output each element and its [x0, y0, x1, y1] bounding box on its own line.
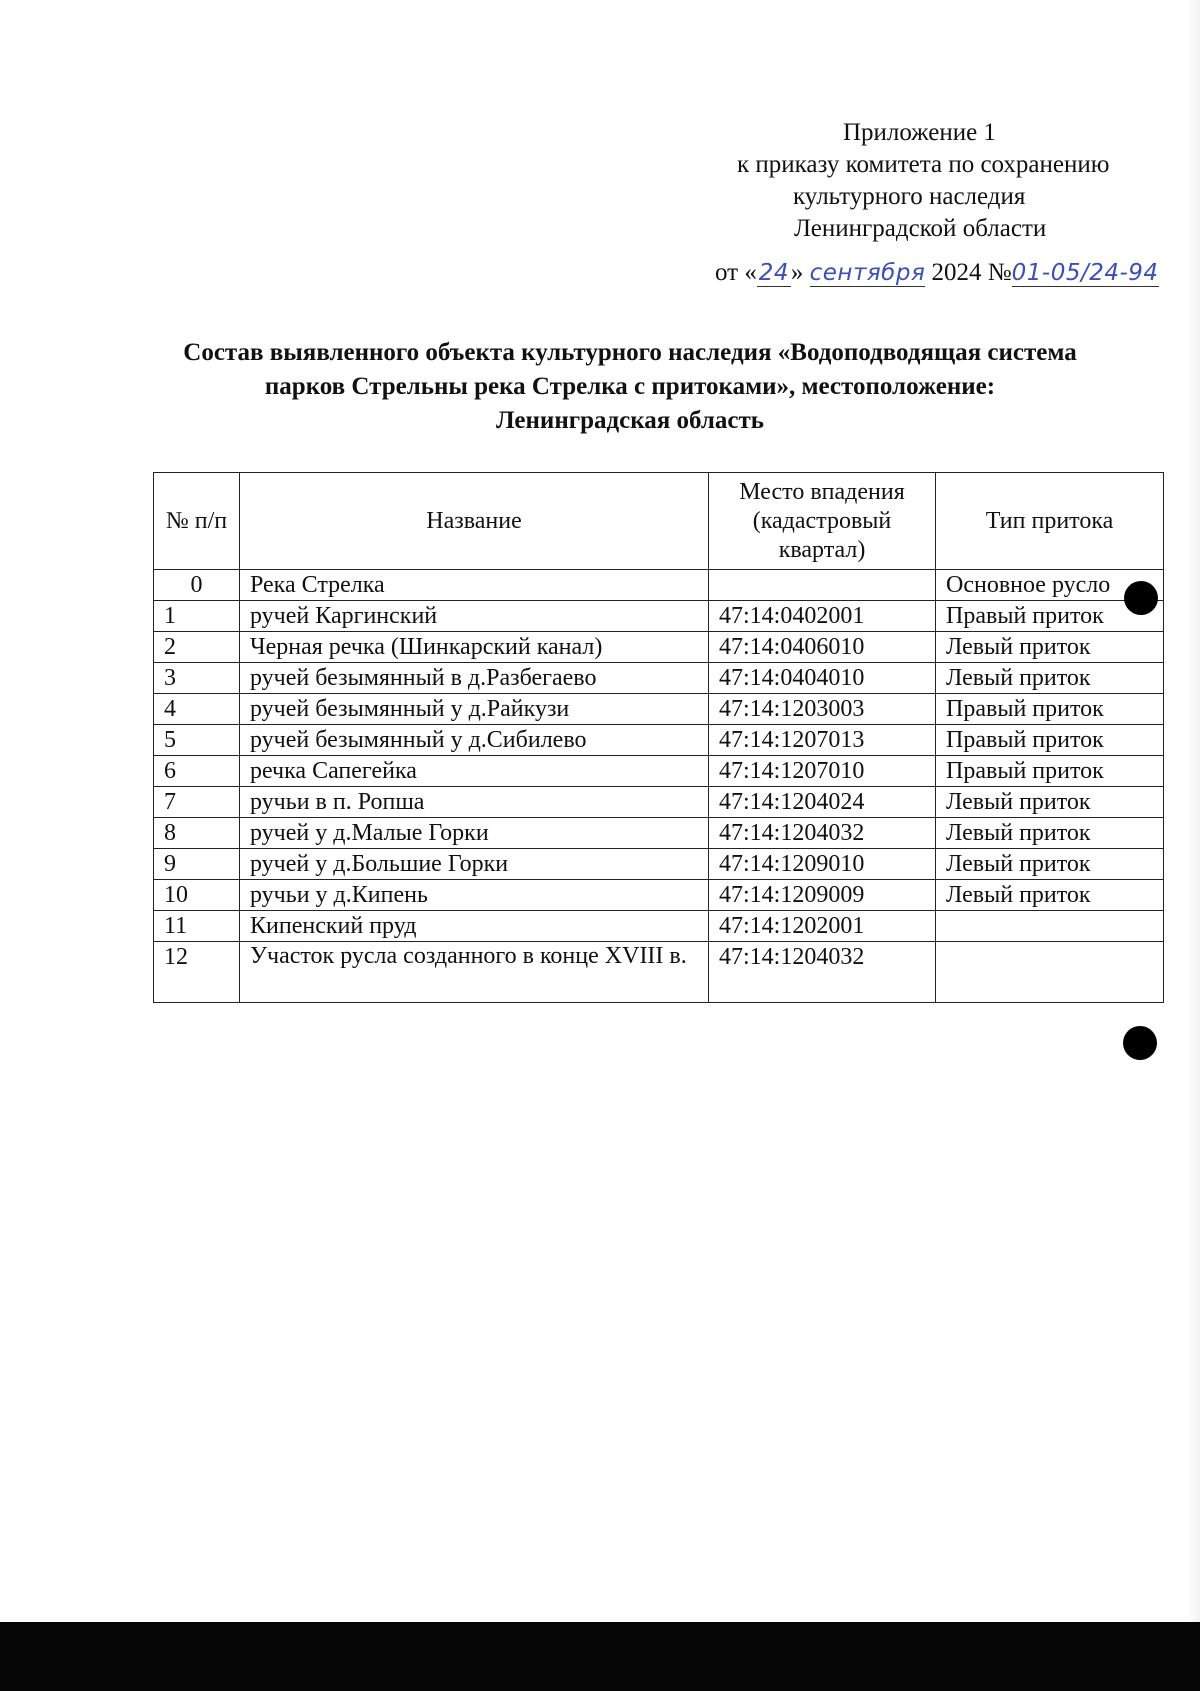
- cell-type: Левый приток: [936, 632, 1164, 663]
- cell-code: 47:14:1209009: [709, 880, 936, 911]
- tributaries-table: [153, 472, 1164, 1003]
- punch-hole-mark: [1123, 1026, 1157, 1060]
- cell-number: 7: [154, 787, 240, 818]
- cell-number: 11: [154, 911, 240, 942]
- cell-type: Правый приток: [936, 725, 1164, 756]
- cell-name: ручей у д.Большие Горки: [240, 849, 709, 880]
- handwritten-order-number: 01-05/24-94: [1011, 260, 1159, 286]
- title-line-2: парков Стрельны река Стрелка с притоками», местоположение:: [264, 373, 996, 400]
- cell-code: 47:14:1207010: [709, 756, 936, 787]
- cell-number: 6: [154, 756, 240, 787]
- table-header-row: [154, 473, 1164, 570]
- scan-bottom-strip: [0, 1622, 1200, 1691]
- cell-code: 47:14:1207013: [709, 725, 936, 756]
- cell-name: Кипенский пруд: [240, 911, 709, 942]
- cell-code: 47:14:0402001: [709, 601, 936, 632]
- cell-number: 4: [154, 694, 240, 725]
- cell-code: [709, 570, 936, 601]
- handwritten-day: 24: [758, 260, 789, 286]
- appendix-label: Приложение 1: [843, 119, 996, 146]
- cell-name: ручей безымянный у д.Сибилево: [240, 725, 709, 756]
- cell-type: Основное русло: [936, 570, 1164, 601]
- cell-number: 10: [154, 880, 240, 911]
- order-reference-line: к приказу комитета по сохранению: [737, 151, 1110, 178]
- date-year: 2024 №: [931, 259, 1012, 286]
- cell-code: 47:14:1202001: [709, 911, 936, 942]
- title-line-3: Ленинградская область: [495, 407, 765, 434]
- cell-type: Левый приток: [936, 787, 1164, 818]
- cell-type: [936, 911, 1164, 942]
- cell-name: ручей безымянный у д.Райкузи: [240, 694, 709, 725]
- table-row: [154, 787, 1164, 818]
- punch-hole-mark: [1124, 581, 1158, 615]
- cell-type: [936, 942, 1164, 1003]
- table-row: [154, 601, 1164, 632]
- cell-code: 47:14:1203003: [709, 694, 936, 725]
- cell-name: ручей безымянный в д.Разбегаево: [240, 663, 709, 694]
- order-date-line: [715, 257, 1159, 289]
- table-row: [154, 942, 1164, 1003]
- cell-code: 47:14:1204024: [709, 787, 936, 818]
- table-row: [154, 725, 1164, 756]
- cell-code: 47:14:1204032: [709, 942, 936, 1003]
- cell-number: 2: [154, 632, 240, 663]
- cell-code: 47:14:1204032: [709, 818, 936, 849]
- cell-type: Левый приток: [936, 818, 1164, 849]
- table-row: [154, 756, 1164, 787]
- header-number: № п/п: [154, 473, 240, 570]
- cell-name: ручьи в п. Ропша: [240, 787, 709, 818]
- cell-name: ручей у д.Малые Горки: [240, 818, 709, 849]
- date-prefix: от «: [715, 259, 757, 286]
- header-location: Место впадения (кадастровый квартал): [709, 473, 936, 570]
- table-row: [154, 632, 1164, 663]
- cell-code: 47:14:1209010: [709, 849, 936, 880]
- cell-type: Правый приток: [936, 601, 1164, 632]
- table-row: [154, 694, 1164, 725]
- table-row: [154, 849, 1164, 880]
- committee-line: культурного наследия: [793, 183, 1026, 210]
- table-row: [154, 880, 1164, 911]
- table-row: [154, 818, 1164, 849]
- cell-name: ручей Каргинский: [240, 601, 709, 632]
- region-line: Ленинградской области: [794, 215, 1047, 242]
- cell-type: Правый приток: [936, 756, 1164, 787]
- cell-name: речка Сапегейка: [240, 756, 709, 787]
- cell-type: Правый приток: [936, 694, 1164, 725]
- title-line-1: Состав выявленного объекта культурного наследия «Водоподводящая система: [183, 339, 1077, 366]
- cell-number: 8: [154, 818, 240, 849]
- page-edge-shadow: [1188, 0, 1200, 1622]
- header-type: Тип притока: [936, 473, 1164, 570]
- cell-number: 0: [154, 570, 240, 601]
- cell-number: 1: [154, 601, 240, 632]
- date-quote-close: »: [790, 259, 804, 286]
- cell-name: Черная речка (Шинкарский канал): [240, 632, 709, 663]
- table-row: [154, 911, 1164, 942]
- cell-number: 5: [154, 725, 240, 756]
- cell-name: Участок русла созданного в конце XVIII в.: [240, 942, 709, 1003]
- cell-code: 47:14:0406010: [709, 632, 936, 663]
- table-row: [154, 663, 1164, 694]
- cell-type: Левый приток: [936, 663, 1164, 694]
- cell-number: 3: [154, 663, 240, 694]
- cell-number: 9: [154, 849, 240, 880]
- handwritten-month: сентября: [809, 260, 926, 286]
- document-title: [130, 336, 1130, 438]
- cell-type: Левый приток: [936, 880, 1164, 911]
- cell-code: 47:14:0404010: [709, 663, 936, 694]
- cell-type: Левый приток: [936, 849, 1164, 880]
- cell-name: Река Стрелка: [240, 570, 709, 601]
- header-name: Название: [240, 473, 709, 570]
- cell-number: 12: [154, 942, 240, 1003]
- cell-name: ручьи у д.Кипень: [240, 880, 709, 911]
- table-row: [154, 570, 1164, 601]
